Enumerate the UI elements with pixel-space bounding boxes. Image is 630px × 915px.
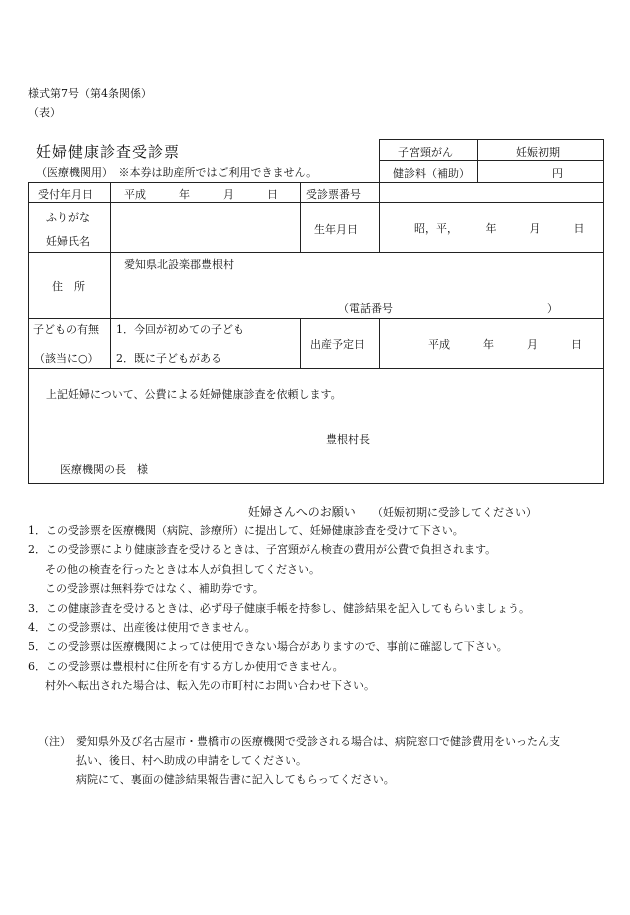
ticket-number-label: 受診票番号 bbox=[306, 188, 361, 201]
note-label: （注） bbox=[38, 735, 71, 748]
table-line bbox=[28, 202, 604, 203]
due-date-value[interactable]: 平成 年 月 日 bbox=[428, 338, 582, 351]
accept-date-value[interactable]: 平成 年 月 日 bbox=[124, 188, 278, 201]
table-line bbox=[379, 160, 604, 161]
cervical-value: 妊娠初期 bbox=[516, 146, 560, 159]
list-item: その他の検査を行ったときは本人が負担してください。 bbox=[45, 562, 320, 576]
table-line bbox=[110, 182, 111, 368]
table-line bbox=[379, 318, 380, 368]
table-line bbox=[28, 318, 604, 319]
note-line-1: 愛知県外及び名古屋市・豊橋市の医療機関で受診される場合は、病院窓口で健診費用をいったん支 bbox=[76, 735, 560, 748]
children-option-2[interactable]: 2．既に子どもがある bbox=[116, 352, 222, 365]
table-line bbox=[300, 182, 301, 252]
address-value[interactable]: 愛知県北設楽郡豊根村 bbox=[124, 258, 234, 271]
address-label: 住 所 bbox=[52, 280, 85, 293]
table-line bbox=[28, 182, 29, 484]
table-line bbox=[28, 252, 604, 253]
fee-value: 円 bbox=[552, 167, 563, 180]
cervical-label: 子宮頸がん bbox=[398, 146, 453, 159]
list-item: 6．この受診票は豊根村に住所を有する方しか使用できません。 bbox=[28, 659, 344, 673]
birth-date-label: 生年月日 bbox=[314, 223, 358, 236]
note-line-2: 払い、後日、村へ助成の申請をしてください。 bbox=[76, 754, 307, 767]
form-number: 様式第7号（第4条関係） bbox=[28, 87, 152, 100]
table-line bbox=[477, 139, 478, 182]
accept-date-label: 受付年月日 bbox=[38, 188, 93, 201]
doctor-addressee: 医療機関の長 様 bbox=[60, 463, 148, 476]
note-line-3: 病院にて、裏面の健診結果報告書に記入してもらってください。 bbox=[76, 773, 395, 786]
due-date-label: 出産予定日 bbox=[310, 338, 365, 351]
phone-number[interactable]: （電話番号 ） bbox=[338, 302, 558, 315]
notice-title: 妊婦さんへのお願い bbox=[248, 505, 356, 519]
table-line bbox=[603, 139, 604, 484]
table-line bbox=[379, 139, 604, 140]
list-item: この受診票は無料券ではなく、補助券です。 bbox=[45, 582, 264, 596]
form-subtitle: （医療機関用） ※本券は助産所ではご利用できません。 bbox=[36, 166, 318, 179]
children-option-1[interactable]: 1．今回が初めての子ども bbox=[116, 323, 244, 336]
name-label: 妊婦氏名 bbox=[46, 235, 90, 248]
notice-list bbox=[28, 521, 618, 696]
table-line bbox=[300, 318, 301, 368]
list-item: 1．この受診票を医療機関（病院、診療所）に提出して、妊婦健康診査を受けて下さい。 bbox=[28, 524, 464, 537]
notice-title-note: （妊娠初期に受診してください） bbox=[372, 506, 537, 519]
form-side-label: （表） bbox=[28, 106, 61, 119]
list-item: 2．この受診票により健康診査を受けるときは、子宮頸がん検査の費用が公費で負担されます。 bbox=[28, 543, 497, 557]
table-line bbox=[28, 368, 604, 369]
table-line bbox=[28, 483, 604, 484]
furigana-label: ふりがな bbox=[46, 211, 90, 224]
fee-label: 健診料（補助） bbox=[393, 167, 470, 180]
table-line bbox=[379, 139, 380, 182]
children-label-note: （該当に○） bbox=[34, 352, 99, 365]
table-line bbox=[28, 182, 604, 183]
table-line bbox=[379, 182, 380, 252]
list-item: 3．この健康診査を受けるときは、必ず母子健康手帳を持参し、健診結果を記入してもらいましょう。 bbox=[28, 601, 530, 615]
list-item: 4．この受診票は、出産後は使用できません。 bbox=[28, 621, 256, 635]
children-label: 子どもの有無 bbox=[33, 323, 99, 336]
list-item: 5．この受診票は医療機関によっては使用できない場合がありますので、事前に確認して下さい。 bbox=[28, 640, 508, 654]
list-item: 村外へ転出された場合は、転入先の市町村にお問い合わせ下さい。 bbox=[45, 679, 375, 693]
birth-date-value[interactable]: 昭，平， 年 月 日 bbox=[414, 222, 585, 235]
mayor-signature: 豊根村長 bbox=[326, 433, 370, 446]
form-title: 妊婦健康診査受診票 bbox=[36, 143, 181, 161]
request-text: 上記妊婦について、公費による妊婦健康診査を依頼します。 bbox=[46, 388, 342, 401]
